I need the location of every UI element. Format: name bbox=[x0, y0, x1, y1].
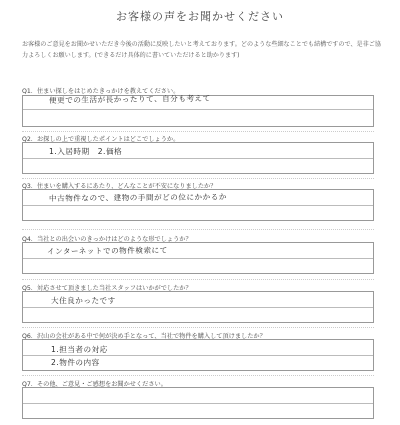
section-divider bbox=[22, 327, 374, 328]
answer-box-7[interactable] bbox=[22, 387, 374, 419]
answer-6-line-1: 1.担当者の対応 bbox=[51, 345, 108, 354]
answer-2-line-1: 1.入居時期 2.価格 bbox=[49, 147, 123, 156]
question-4-label: Q4．当社との出会いのきっかけはどのような形でしょうか？ bbox=[22, 236, 192, 243]
question-7-label: Q7．その他、ご意見・ご感想をお聞かせください。 bbox=[22, 381, 167, 388]
answer-box-6[interactable] bbox=[22, 339, 374, 371]
question-3-label: Q3．住まいを購入するにあたり、どんなことが不安になりましたか？ bbox=[22, 183, 217, 190]
answer-box-1[interactable] bbox=[22, 95, 374, 127]
answer-3-line-1: 中古物件なので、建物の手間がどの位にかかるか bbox=[48, 192, 227, 203]
answer-box-4[interactable] bbox=[22, 242, 374, 274]
answer-6-line-2: 2.物件の内容 bbox=[51, 358, 100, 367]
answer-box-5[interactable] bbox=[22, 291, 374, 323]
answer-5-line-1: 大住良かったです bbox=[51, 296, 116, 305]
section-divider bbox=[22, 279, 374, 280]
answer-box-2[interactable] bbox=[22, 142, 374, 174]
answer-rule bbox=[23, 205, 373, 206]
answer-rule bbox=[23, 307, 373, 308]
answer-rule bbox=[23, 355, 373, 356]
question-1-label: Q1．住まい探しをはじめたきっかけを教えてください。 bbox=[22, 88, 180, 95]
section-divider bbox=[22, 229, 374, 230]
answer-1-line-1: 便更での生活が長かったりて、自分も考えて bbox=[48, 93, 211, 105]
answer-rule bbox=[23, 109, 373, 110]
answer-rule bbox=[23, 403, 373, 404]
section-divider bbox=[22, 131, 374, 132]
answer-4-line-1: インターネットでの物件検索にて bbox=[46, 245, 168, 256]
answer-rule bbox=[23, 258, 373, 259]
question-5-label: Q5．対応させて頂きました当社スタッフはいかがでしたか？ bbox=[22, 285, 192, 292]
question-6-label: Q6．沢山の会社がある中で何が決め手となって、当社で物件を購入して頂けましたか？ bbox=[22, 333, 266, 340]
answer-box-3[interactable] bbox=[22, 189, 374, 221]
survey-title: お客様の声をお聞かせください bbox=[116, 10, 284, 23]
section-divider bbox=[22, 375, 374, 376]
answer-rule bbox=[23, 158, 373, 159]
section-divider bbox=[22, 178, 374, 179]
survey-intro: お客様のご意見をお聞かせいただき今後の活動に反映したいと考えております。どのような些細なことでも結構ですので、是非ご協力よろしくお願いします。(できるだけ具体的に書いていただけると助かります) bbox=[22, 41, 381, 59]
question-2-label: Q2．お探しの上で重視したポイントはどこでしょうか。 bbox=[22, 136, 180, 143]
